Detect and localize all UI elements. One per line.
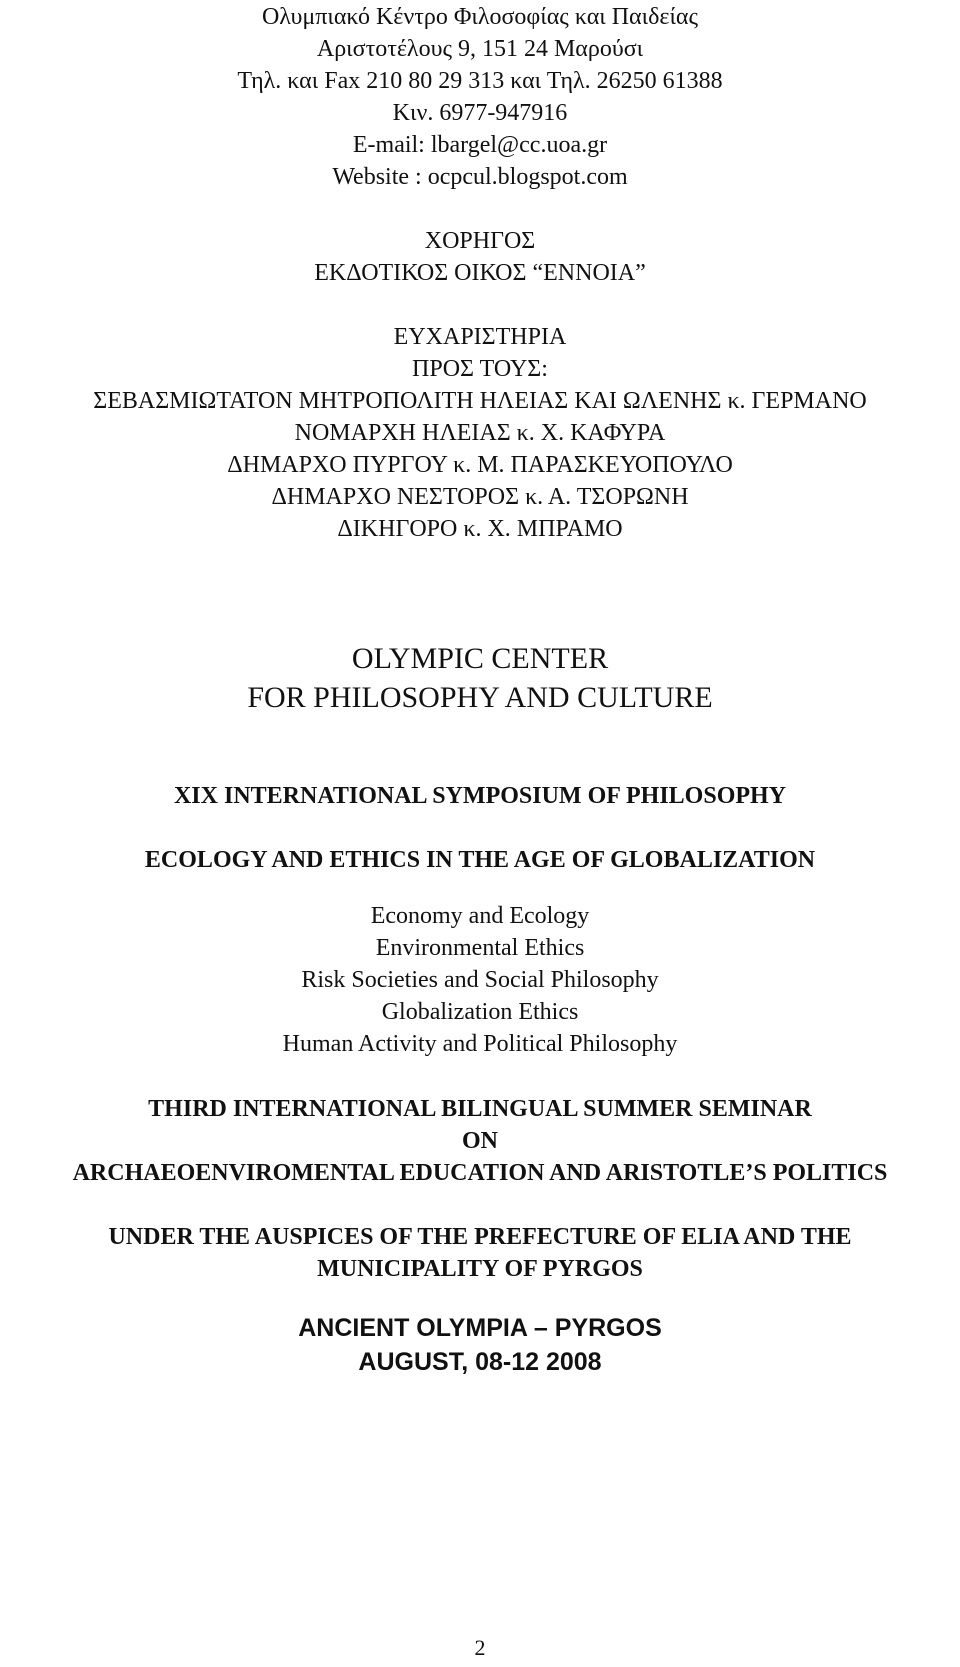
sponsor-name: ΕΚΔΟΤΙΚΟΣ ΟΙΚΟΣ “ΕΝΝΟΙΑ”	[314, 260, 646, 286]
seminar-title-line2: ON	[462, 1128, 498, 1154]
thanks-name: ΝΟΜΑΡΧΗ ΗΛΕΙΑΣ κ. Χ. ΚΑΦΥΡΑ	[294, 420, 666, 446]
mobile-line: Κιν. 6977-947916	[392, 100, 568, 126]
symposium-topic: Risk Societies and Social Philosophy	[301, 967, 659, 993]
symposium-topic: Economy and Ecology	[370, 903, 590, 929]
thanks-name: ΔΗΜΑΡΧΟ ΠΥΡΓΟΥ κ. Μ. ΠΑΡΑΣΚΕΥΟΠΟΥΛΟ	[227, 452, 733, 478]
thanks-name: ΣΕΒΑΣΜΙΩΤΑΤΟΝ ΜΗΤΡΟΠΟΛΙΤΗ ΗΛΕΙΑΣ ΚΑΙ ΩΛΕΝΗΣ κ. ΓΕΡΜΑΝΟ	[93, 388, 867, 414]
seminar-title-line1: THIRD INTERNATIONAL BILINGUAL SUMMER SEMINAR	[148, 1096, 812, 1122]
symposium-title: XIX INTERNATIONAL SYMPOSIUM OF PHILOSOPHY	[173, 783, 787, 809]
website-line: Website : ocpcul.blogspot.com	[332, 164, 628, 190]
phone-line: Τηλ. και Fax 210 80 29 313 και Τηλ. 26250 61388	[237, 68, 723, 94]
page-number: 2	[474, 1635, 486, 1660]
thanks-to: ΠΡΟΣ ΤΟΥΣ:	[412, 356, 548, 382]
email-line: E-mail: lbargel@cc.uoa.gr	[352, 132, 608, 158]
symposium-topic: Environmental Ethics	[375, 935, 585, 961]
auspices-line2: MUNICIPALITY OF PYRGOS	[317, 1256, 643, 1282]
org-name-greek: Ολυμπιακό Κέντρο Φιλοσοφίας και Παιδείας	[261, 4, 699, 30]
thanks-name: ΔΗΜΑΡΧΟ ΝΕΣΤΟΡΟΣ κ. Α. ΤΣΟΡΩΝΗ	[271, 484, 689, 510]
symposium-theme: ECOLOGY AND ETHICS IN THE AGE OF GLOBALIZATION	[144, 847, 816, 873]
symposium-topic: Human Activity and Political Philosophy	[282, 1031, 678, 1057]
event-date: AUGUST, 08-12 2008	[358, 1348, 602, 1376]
event-location: ANCIENT OLYMPIA – PYRGOS	[298, 1314, 662, 1342]
symposium-topic: Globalization Ethics	[381, 999, 579, 1025]
center-title-line1: OLYMPIC CENTER	[351, 642, 609, 675]
auspices-line1: UNDER THE AUSPICES OF THE PREFECTURE OF ELIA AND THE	[108, 1224, 852, 1250]
address-line: Αριστοτέλους 9, 151 24 Μαρούσι	[316, 36, 644, 62]
thanks-name: ΔΙΚΗΓΟΡΟ κ. Χ. ΜΠΡΑΜΟ	[337, 516, 623, 542]
sponsor-heading: ΧΟΡΗΓΟΣ	[424, 228, 536, 254]
seminar-title-line3: ARCHAEOENVIROMENTAL EDUCATION AND ARISTOTLE’S POLITICS	[72, 1160, 888, 1186]
center-title-line2: FOR PHILOSOPHY AND CULTURE	[247, 681, 713, 714]
thanks-heading: ΕΥΧΑΡΙΣΤΗΡΙΑ	[393, 324, 567, 350]
